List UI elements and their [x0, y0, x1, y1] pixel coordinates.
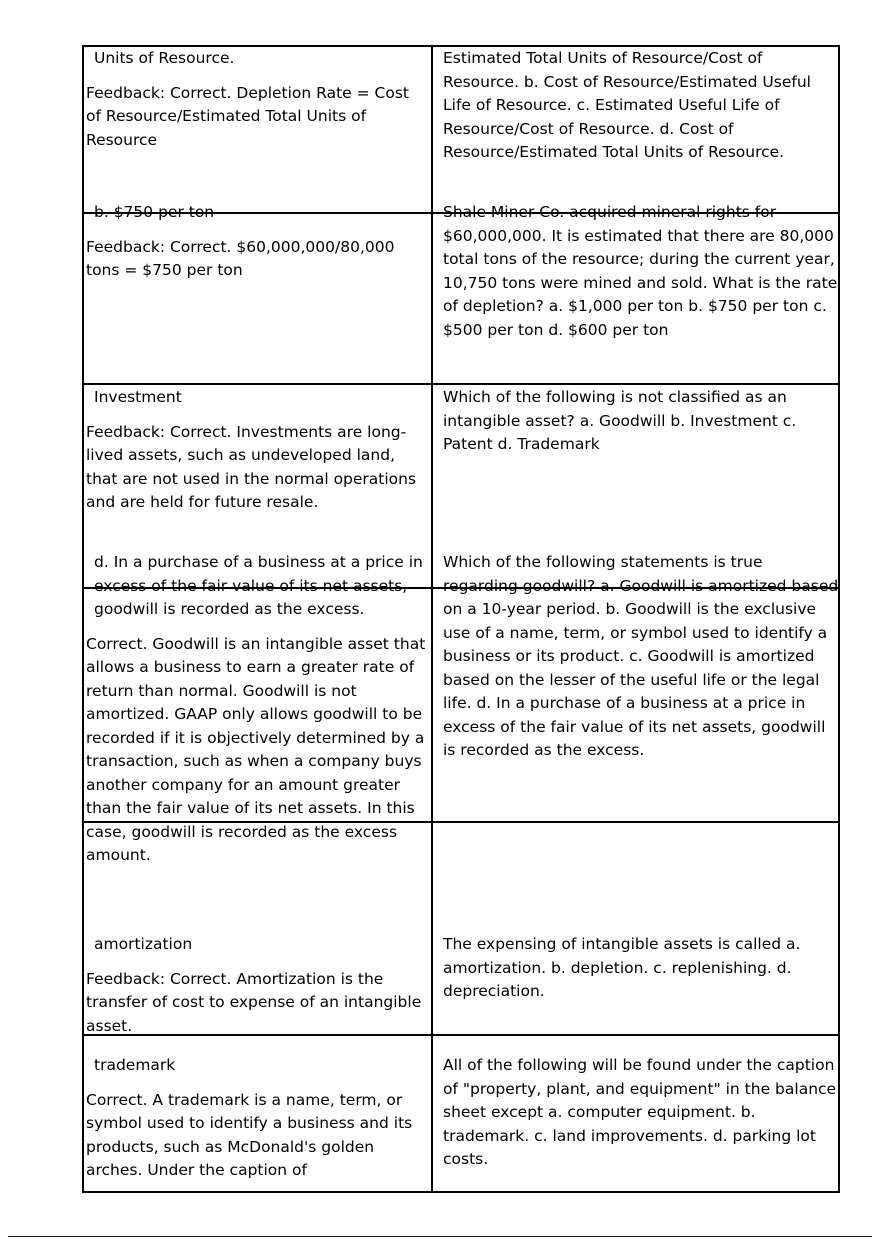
question-text: Shale Miner Co. acquired mineral rights for $60,000,000. It is estimated that there are 80,000 total tons of the resource; during the current year, 10,750 tons were mined and sold. What is the rate of depletion? a. $1,000 per ton b. $750 per ton c. $500 per ton d. $600 per ton	[443, 203, 838, 339]
answer-feedback: Correct. Goodwill is an intangible asset that allows a business to earn a greater rate of return than normal. Goodwill is not amortized. GAAP only allows goodwill to be recorded if it is objectively determined by a transaction, such as when a company buys another company for an amount greater than the fair value of its net assets. In this case, goodwill is recorded as the excess amount.	[86, 634, 426, 864]
question-text: Which of the following statements is true regarding goodwill? a. Goodwill is amortized based on a 10-year period. b. Goodwill is the exclusive use of a name, term, or symbol used to identify a business or its product. c. Goodwill is amortized based on the lesser of the useful life or the legal life. d. In a purchase of a business at a price in excess of the fair value of its net assets, goodwill is recorded as the excess.	[443, 553, 839, 759]
page-bottom-rule	[8, 1236, 872, 1237]
answer-cell	[86, 47, 428, 163]
question-text: Which of the following is not classified as an intangible asset? a. Goodwill b. Investment c. Patent d. Trademark	[443, 388, 797, 453]
question-text: The expensing of intangible assets is called a. amortization. b. depletion. c. replenishing. d. depreciation.	[443, 935, 801, 1000]
answer-cell	[86, 551, 428, 879]
question-cell	[443, 551, 839, 774]
answer-cell	[86, 933, 428, 1049]
answer-feedback: Feedback: Correct. Investments are long-lived assets, such as undeveloped land, that are not used in the normal operations and are held for future resale.	[86, 422, 417, 511]
answer-title: trademark	[94, 1056, 176, 1074]
answer-feedback: Feedback: Correct. Amortization is the transfer of cost to expense of an intangible asset.	[86, 969, 422, 1035]
question-text: All of the following will be found under the caption of "property, plant, and equipment" in the balance sheet except a. computer equipment. b. trademark. c. land improvements. d. parking lot costs.	[443, 1056, 837, 1168]
answer-title: Units of Resource.	[94, 49, 235, 67]
question-cell	[443, 47, 839, 176]
row-border-2	[82, 383, 840, 385]
answer-title: d. In a purchase of a business at a price in excess of the fair value of its net assets, goodwill is recorded as the excess.	[94, 553, 423, 618]
answer-cell	[86, 201, 428, 294]
answer-feedback: Correct. A trademark is a name, term, or symbol used to identify a business and its products, such as McDonald's golden arches. Under the caption of	[86, 1090, 413, 1179]
answer-feedback: Feedback: Correct. Depletion Rate = Cost of Resource/Estimated Total Units of Resource	[86, 83, 410, 149]
answer-cell	[86, 1054, 428, 1194]
question-text: Estimated Total Units of Resource/Cost of Resource. b. Cost of Resource/Estimated Useful Life of Resource. c. Estimated Useful Life of Resource/Cost of Resource. d. Cost of Resource/Estimated Total Units of Resource.	[443, 49, 811, 161]
question-cell	[443, 386, 839, 468]
answer-feedback: Feedback: Correct. $60,000,000/80,000 tons = $750 per ton	[86, 237, 395, 279]
column-divider	[431, 45, 433, 1193]
answer-title: Investment	[94, 388, 182, 406]
question-cell	[443, 933, 839, 1015]
question-cell	[443, 201, 839, 353]
answer-cell	[86, 386, 428, 526]
answer-title: b. $750 per ton	[94, 203, 215, 221]
question-cell	[443, 1054, 839, 1183]
answer-title: amortization	[94, 935, 193, 953]
